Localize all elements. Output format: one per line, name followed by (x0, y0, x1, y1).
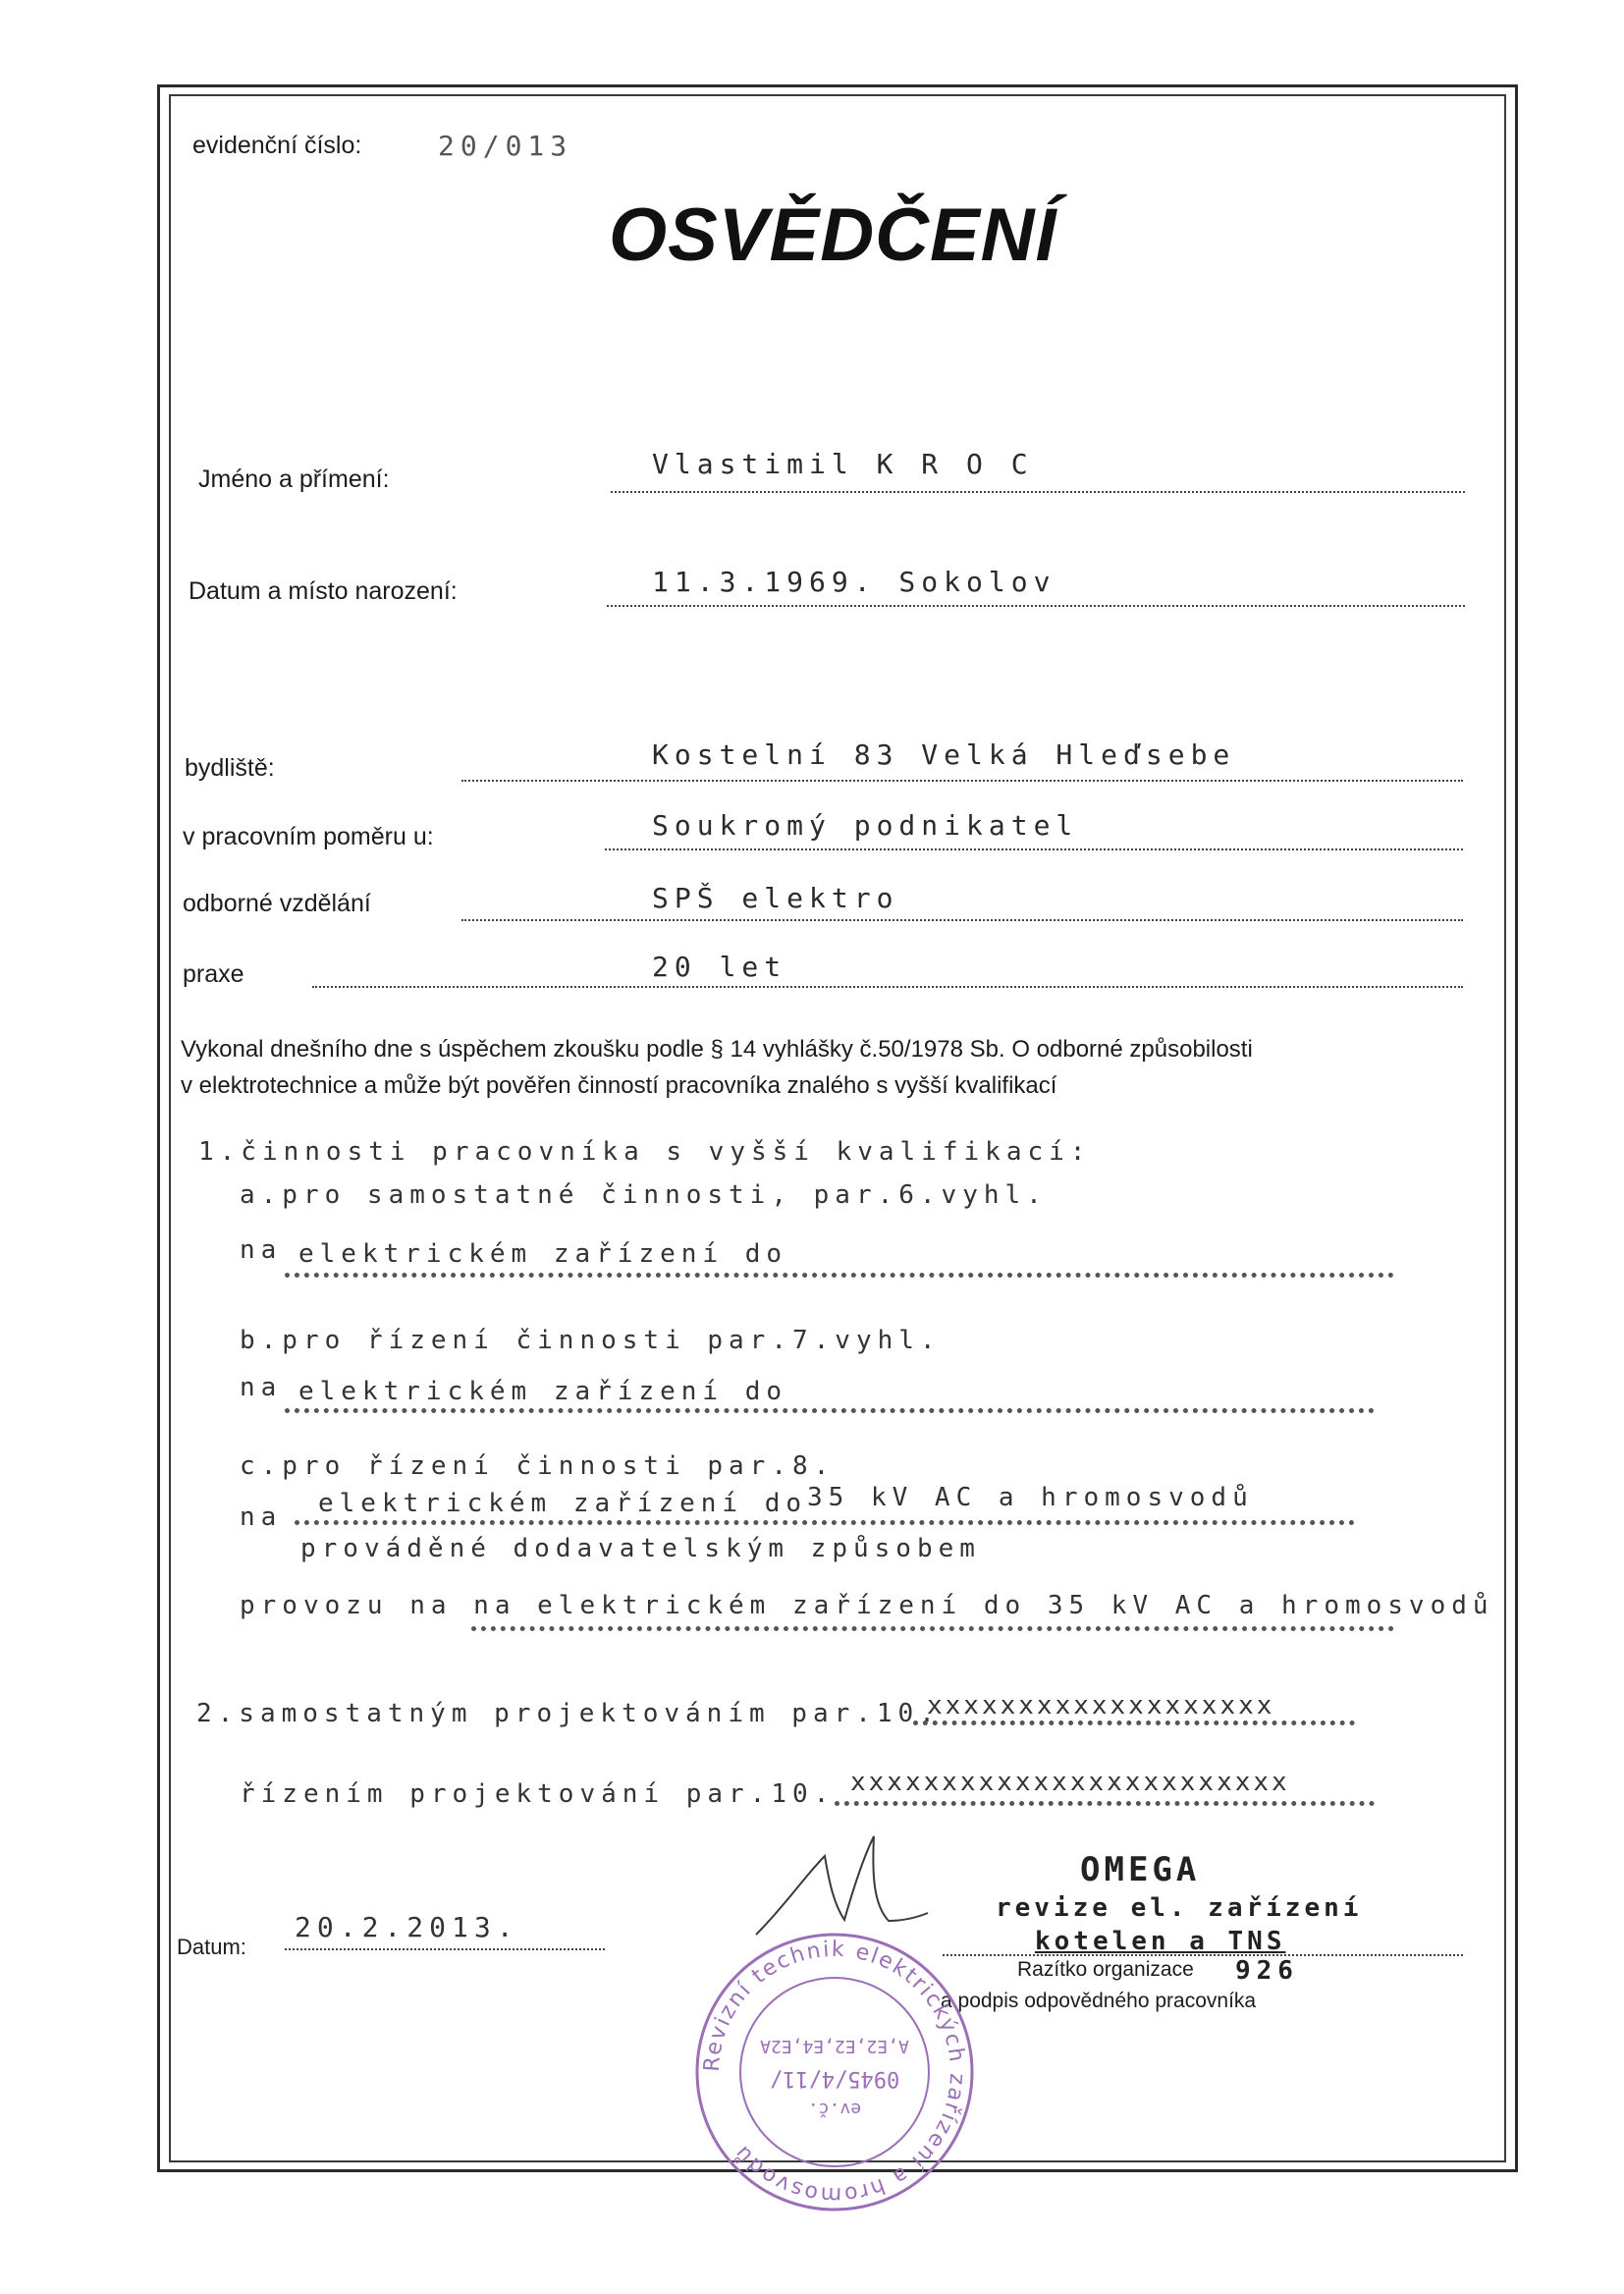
activity-c-sub: prováděné dodavatelským způsobem (300, 1534, 981, 1563)
practice-underline (312, 986, 1463, 988)
practice-label: praxe (183, 960, 244, 988)
statement-line-2: v elektrotechnice a může být pověřen činností pracovníka znalého s vyšší kvalifikací (181, 1072, 1057, 1099)
activity-b-prefix: na (240, 1373, 283, 1402)
design-dots (913, 1720, 1355, 1725)
round-seal-stamp (687, 1925, 982, 2219)
employment-underline (605, 848, 1463, 850)
education-value: SPŠ elektro (652, 882, 899, 914)
birth-underline (607, 605, 1465, 607)
activity-c-operation: provozu na na elektrickém zařízení do 35 kV AC a hromosvodů (240, 1591, 1494, 1620)
activity-c-value: elektrickém zařízení do (318, 1489, 808, 1518)
signature-label: a podpis odpovědného pracovníka (941, 1990, 1257, 2012)
birth-value: 11.3.1969. Sokolov (652, 566, 1056, 598)
statement-line-1: Vykonal dnešního dne s úspěchem zkoušku podle § 14 vyhlášky č.50/1978 Sb. O odborné způsobilosti (181, 1036, 1253, 1063)
name-underline (611, 491, 1465, 493)
company-name: OMEGA (1080, 1850, 1201, 1889)
seal-inner-line-3: A,E2,E2,E4,E2A (760, 2036, 909, 2056)
employment-value: Soukromý podnikatel (652, 809, 1079, 842)
activities-heading: 1.činnosti pracovníka s vyšší kvalifikací: (198, 1137, 1092, 1167)
activity-b-value: elektrickém zařízení do (298, 1377, 788, 1406)
residence-label: bydliště: (185, 754, 275, 782)
design-management-dots (835, 1801, 1375, 1806)
seal-outer-text: Revizní technik elektrických zařízení a hromosvodů (699, 1937, 970, 2208)
seal-inner-line-1: ev.č. (807, 2099, 862, 2119)
design-value: xxxxxxxxxxxxxxxxxxx (927, 1691, 1275, 1720)
activity-c-dots (295, 1520, 1355, 1525)
evidence-number-label: evidenční číslo: (192, 132, 362, 159)
activity-c-prefix: na (240, 1502, 283, 1532)
company-line-3: kotelen a TNS (1035, 1927, 1286, 1956)
employment-label: v pracovním poměru u: (183, 823, 434, 850)
date-label: Datum: (177, 1935, 246, 1959)
evidence-number-value: 20/013 (438, 130, 573, 162)
company-line-2: revize el. zařízení (996, 1893, 1363, 1923)
activity-c-operation-dots (471, 1626, 1394, 1631)
design-management-heading: řízením projektování par.10. (240, 1779, 836, 1809)
education-underline (461, 919, 1463, 921)
activity-b-dots (285, 1408, 1375, 1413)
date-value: 20.2.2013. (295, 1911, 519, 1943)
document-title: OSVĚDČENÍ (609, 193, 1057, 277)
design-heading: 2.samostatným projektováním par.10. (196, 1699, 941, 1728)
education-label: odborné vzdělání (183, 890, 371, 917)
activity-c-voltage: 35 kV AC a hromosvodů (807, 1483, 1254, 1512)
stamp-underline (943, 1954, 1463, 1956)
activity-a-dots (285, 1273, 1394, 1278)
name-label: Jméno a přímení: (198, 465, 390, 493)
birth-label: Datum a místo narození: (189, 577, 458, 605)
name-value: Vlastimil K R O C (652, 448, 1034, 480)
seal-inner-line-2: 0945/4/11/ (769, 2066, 900, 2091)
residence-underline (461, 780, 1463, 782)
activity-a-prefix: na (240, 1235, 283, 1265)
activity-a-value: elektrickém zařízení do (298, 1239, 788, 1269)
stamp-label: Razítko organizace (1017, 1958, 1194, 1981)
date-underline (285, 1948, 605, 1950)
activity-b-heading: b.pro řízení činnosti par.7.vyhl. (240, 1326, 942, 1355)
activity-a-heading: a.pro samostatné činnosti, par.6.vyhl. (240, 1180, 1048, 1210)
design-management-value: xxxxxxxxxxxxxxxxxxxxxxxx (850, 1768, 1290, 1797)
company-number: 926 (1235, 1956, 1299, 1986)
residence-value: Kostelní 83 Velká Hleďsebe (652, 738, 1236, 771)
activity-c-heading: c.pro řízení činnosti par.8. (240, 1451, 836, 1481)
practice-value: 20 let (652, 951, 787, 983)
